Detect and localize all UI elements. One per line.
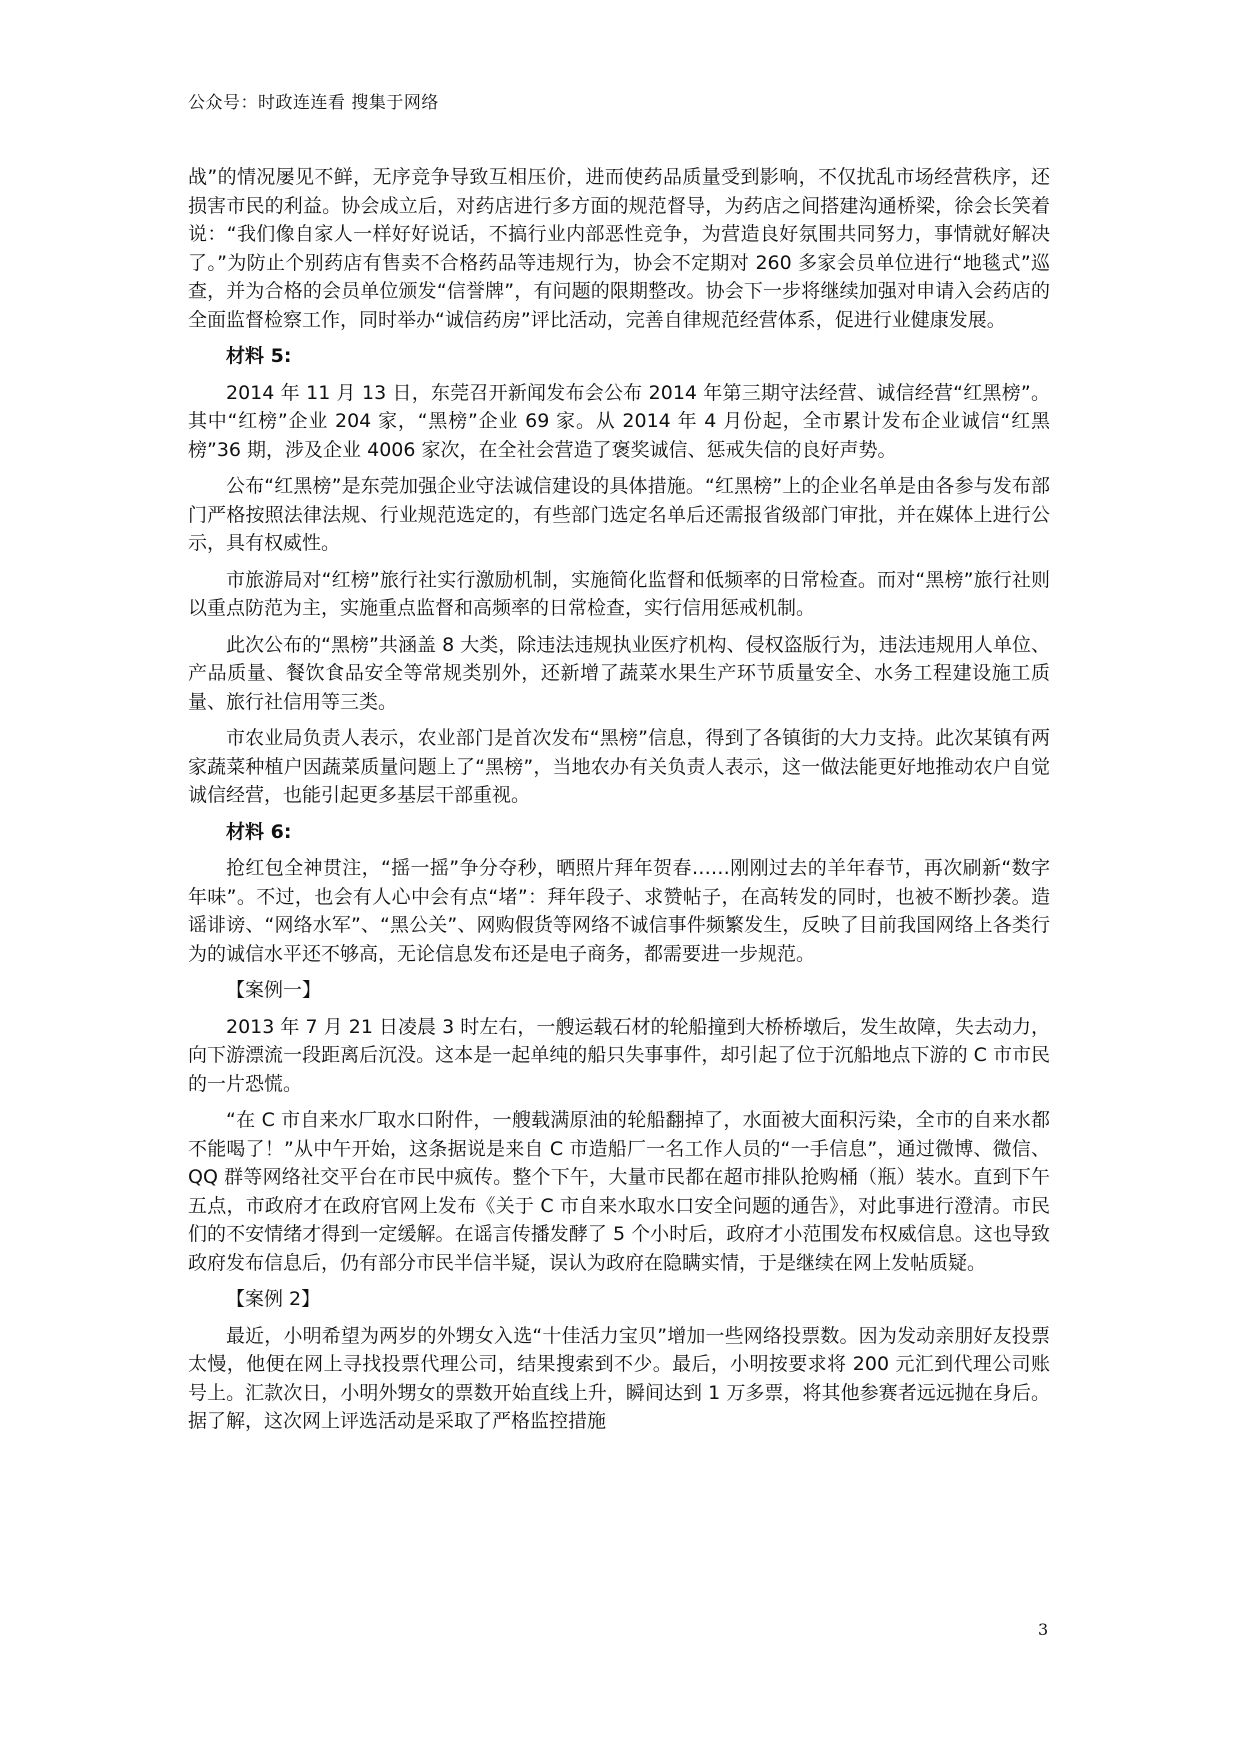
section-heading-material-6: 材料 6:	[226, 820, 292, 843]
paragraph: 市农业局负责人表示，农业部门是首次发布“黑榜”信息，得到了各镇街的大力支持。此次某镇有两家蔬菜种植户因蔬菜质量问题上了“黑榜”，当地农办有关负责人表示，这一做法能更好地推动农户自觉诚信经营，也能引起更多基层干部重视。	[188, 727, 1050, 806]
paragraph: “在 C 市自来水厂取水口附件，一艘载满原油的轮船翻掉了，水面被大面积污染，全市的自来水都不能喝了！”从中午开始，这条据说是来自 C 市造船厂一名工作人员的“一手信息”，通过微博、微信、QQ 群等网络社交平台在市民中疯传。整个下午，大量市民都在超市排队抢购桶（瓶）装水。直到下午五点，市政府才在政府官网上发布《关于 C 市自来水取水口安全问题的通告》，对此事进行澄清。市民们的不安情绪才得到一定缓解。在谣言传播发酵了 5 个小时后，政府才小范围发布权威信息。这也导致政府发布信息后，仍有部分市民半信半疑，误认为政府在隐瞒实情，于是继续在网上发帖质疑。	[188, 1109, 1050, 1274]
page-number: 3	[1038, 1620, 1049, 1639]
paragraph: 公布“红黑榜”是东莞加强企业守法诚信建设的具体措施。“红黑榜”上的企业名单是由各参与发布部门严格按照法律法规、行业规范选定的，有些部门选定名单后还需报省级部门审批，并在媒体上进行公示，具有权威性。	[188, 475, 1050, 554]
document-body	[188, 163, 1050, 1444]
paragraph-pharmacy-association: 战”的情况屡见不鲜，无序竞争导致互相压价，进而使药品质量受到影响，不仅扰乱市场经营秩序，还损害市民的利益。协会成立后，对药店进行多方面的规范督导，为药店之间搭建沟通桥梁，徐会长笑着说：“我们像自家人一样好好说话，不搞行业内部恶性竞争，为营造良好氛围共同努力，事情就好解决了。”为防止个别药店有售卖不合格药品等违规行为，协会不定期对 260 多家会员单位进行“地毯式”巡查，并为合格的会员单位颁发“信誉牌”，有问题的限期整改。协会下一步将继续加强对申请入会药店的全面监督检察工作，同时举办“诚信药房”评比活动，完善自律规范经营体系，促进行业健康发展。	[188, 166, 1050, 331]
paragraph: 市旅游局对“红榜”旅行社实行激励机制，实施简化监督和低频率的日常检查。而对“黑榜”旅行社则以重点防范为主，实施重点监督和高频率的日常检查，实行信用惩戒机制。	[188, 568, 1050, 619]
case-heading-1: 【案例一】	[226, 979, 322, 1001]
paragraph: 2014 年 11 月 13 日，东莞召开新闻发布会公布 2014 年第三期守法经营、诚信经营“红黑榜”。其中“红榜”企业 204 家，“黑榜”企业 69 家。从 2014 年 4 月份起，全市累计发布企业诚信“红黑榜”36 期，涉及企业 4006 家次，在全社会营造了褒奖诚信、惩戒失信的良好声势。	[188, 381, 1050, 461]
case-heading-2: 【案例 2】	[226, 1288, 321, 1310]
paragraph: 2013 年 7 月 21 日凌晨 3 时左右，一艘运载石材的轮船撞到大桥桥墩后，发生故障，失去动力，向下游漂流一段距离后沉没。这本是一起单纯的船只失事事件，却引起了位于沉船地点下游的 C 市市民的一片恐慌。	[188, 1015, 1050, 1095]
paragraph: 此次公布的“黑榜”共涵盖 8 大类，除违法违规执业医疗机构、侵权盗版行为，违法违规用人单位、产品质量、餐饮食品安全等常规类别外，还新增了蔬菜水果生产环节质量安全、水务工程建设施工质量、旅行社信用等三类。	[188, 633, 1050, 713]
paragraph: 抢红包全神贯注，“摇一摇”争分夺秒，晒照片拜年贺春……刚刚过去的羊年春节，再次刷新“数字年味”。不过，也会有人心中会有点“堵”：拜年段子、求赞帖子，在高转发的同时，也被不断抄袭。造谣诽谤、“网络水军”、“黑公关”、网购假货等网络不诚信事件频繁发生，反映了目前我国网络上各类行为的诚信水平还不够高，无论信息发布还是电子商务，都需要进一步规范。	[188, 857, 1050, 965]
section-heading-material-5: 材料 5:	[226, 345, 292, 367]
page-header: 公众号：时政连连看 搜集于网络	[188, 93, 439, 113]
paragraph: 最近，小明希望为两岁的外甥女入选“十佳活力宝贝”增加一些网络投票数。因为发动亲朋好友投票太慢，他便在网上寻找投票代理公司，结果搜索到不少。最后，小明按要求将 200 元汇到代理公司账号上。汇款次日，小明外甥女的票数开始直线上升，瞬间达到 1 万多票，将其他参赛者远远抛在身后。据了解，这次网上评选活动是采取了严格监控措施	[188, 1324, 1050, 1432]
